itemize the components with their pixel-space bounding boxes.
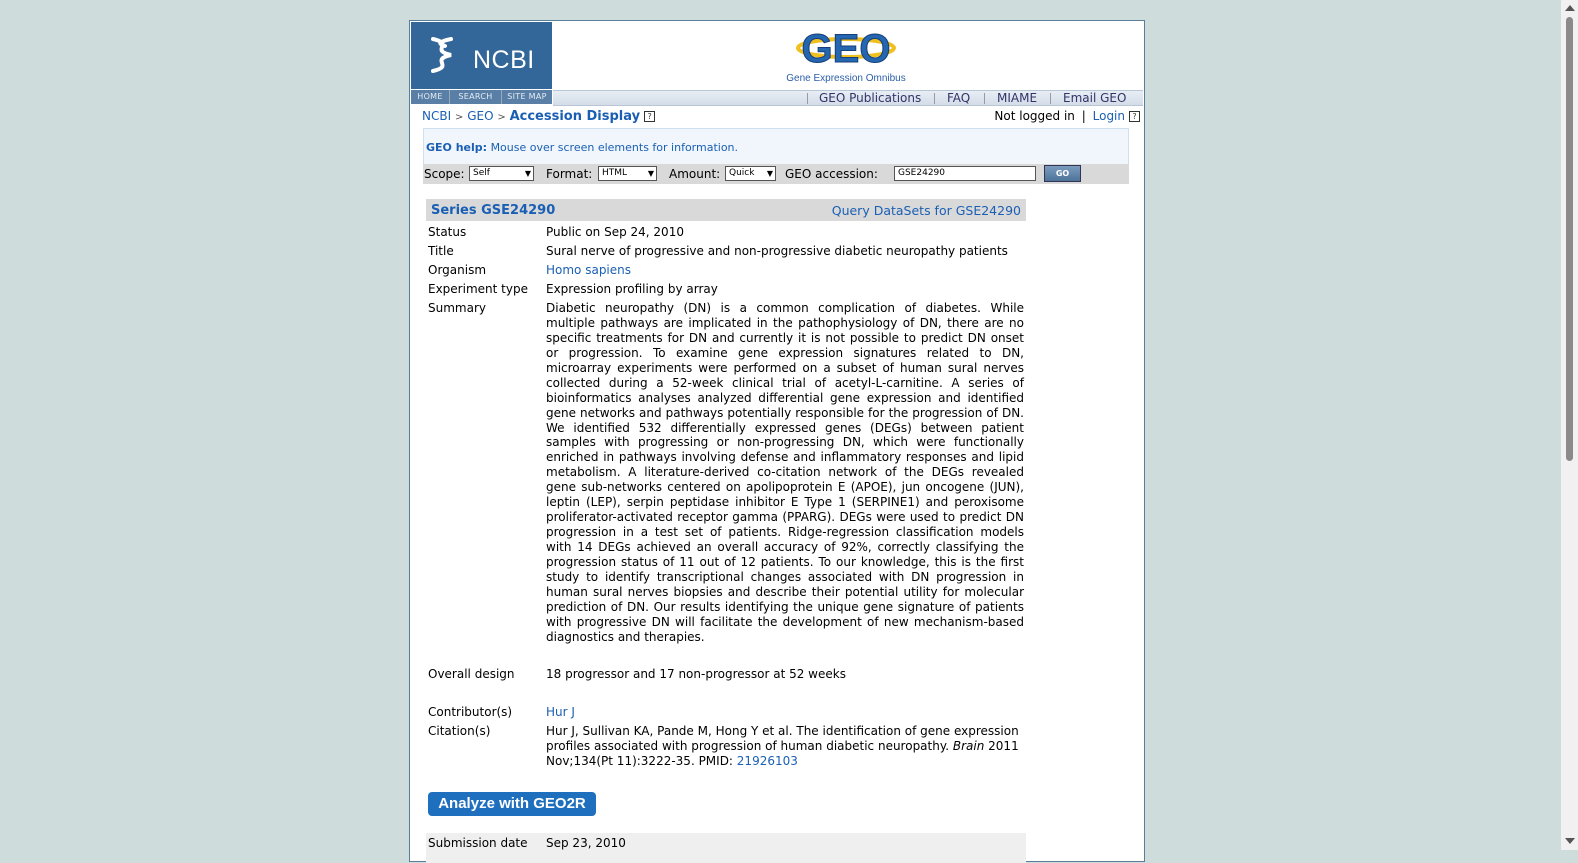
submission-date-value: Sep 23, 2010 [546,836,626,850]
nav-sitemap-link[interactable]: SITE MAP [507,92,547,101]
scrollbar-thumb[interactable] [1566,17,1573,461]
login-link[interactable]: Login [1092,109,1125,123]
experiment-type-value: Expression profiling by array [546,282,718,296]
geo-logo[interactable] [780,26,912,86]
contributor-link[interactable]: Hur J [546,705,575,719]
summary-key: Summary [428,301,486,315]
chevron-down-icon: ▼ [766,169,773,178]
pmid-link[interactable]: 21926103 [736,754,798,768]
overall-design-value: 18 progressor and 17 non-progressor at 52 weeks [546,667,846,681]
contributors-key: Contributor(s) [428,705,513,719]
geo-help-box [423,128,1129,165]
chevron-down-icon: ▼ [647,169,654,178]
summary-value: Diabetic neuropathy (DN) is a common complication of diabetes. While multiple pathways are implicated in the pathophysiology of DN, there are no specific treatments for DN and currently it is not possible to predict DN onset or progression. To examine gene expression signatures related to DN, microarray experiments were performed on a subset of human sural nerves collected during a 52-week clinical trial of acetyl-L-carnitine. A series of bioinformatics analyses analyzed differential gene expression and identified gene networks and pathways potentially responsible for the progression of DN. We identified 532 differentially expressed genes (DEGs) between patient samples with progressing or non-progressing DN, which were functionally enriched in pathways involving defense and inflammatory responses and lipid metabolism. A literature-derived co-citation network of the DEGs revealed gene sub-networks centered on apolipoprotein E (APOE), jun oncogene (JUN), leptin (LEP), serpin peptidase inhibitor E Type 1 (SERPINE1) and peroxisome proliferator-activated receptor gamma (PPARG). DEGs were used to predict DN progression in a test set of patients. Ridge-regression classification models with 14 DEGs achieved an overall accuracy of 92%, correctly classifying the progression status of 11 out of 12 patients. To our knowledge, this is the first study to identify transcriptional changes associated with DN progression in human sural nerves biopsies and describe their potential utility for molecular prediction of DN. Our results identifying the unique gene signature of patients with progressive DN will facilitate the development of new mechanism-based diagnostics and therapies. [546,301,1024,644]
accession-input[interactable]: GSE24290 [894,166,1036,181]
login-help-question-icon[interactable]: ? [1129,111,1140,122]
nav-separator [1050,93,1051,104]
nav-miame-link[interactable]: MIAME [997,91,1038,105]
vertical-scrollbar[interactable] [1561,0,1578,850]
scroll-up-arrow-icon[interactable] [1565,5,1575,11]
accession-label: GEO accession: [785,167,878,181]
breadcrumb-ncbi-link[interactable]: NCBI [422,109,452,123]
ncbi-logo[interactable] [411,22,552,89]
geo-nav [553,90,1143,106]
geo-help-text: Mouse over screen elements for information. [490,141,739,154]
series-title: Series GSE24290 [431,203,556,218]
breadcrumb [422,109,655,124]
geo-logo-graphic [780,26,912,74]
amount-label: Amount: [669,167,721,181]
dna-helix-icon [425,36,459,74]
ncbi-nav [411,90,552,104]
nav-separator [807,93,808,104]
login-status: Not logged in [994,109,1075,123]
ncbi-logo-text: NCBI [473,46,535,74]
nav-separator [984,93,985,104]
submission-date-key: Submission date [428,836,528,850]
status-value: Public on Sep 24, 2010 [546,225,684,239]
citation-value [546,724,1026,769]
status-key: Status [428,225,467,239]
analyze-geo2r-button[interactable]: Analyze with GEO2R [428,792,596,816]
scope-value: Self [473,168,490,178]
series-header [426,199,1026,221]
citation-text-after: 2011 Nov;134(Pt 11):3222-35. PMID: [546,739,1019,768]
page-container [409,20,1145,862]
overall-design-key: Overall design [428,667,515,681]
organism-key: Organism [428,263,487,277]
query-datasets-link[interactable]: Query DataSets for GSE24290 [831,203,1021,218]
nav-home-link[interactable]: HOME [411,90,450,104]
title-key: Title [428,244,454,258]
format-select[interactable] [598,166,657,181]
submission-date-row [426,833,1026,863]
scope-label: Scope: [424,167,465,181]
citation-key: Citation(s) [428,724,491,738]
breadcrumb-separator: > [454,112,464,123]
geo-logo-subtitle: Gene Expression Omnibus [786,73,906,84]
experiment-type-key: Experiment type [428,282,528,296]
nav-search-link[interactable]: SEARCH [450,90,502,104]
scroll-down-arrow-icon[interactable] [1565,838,1575,844]
nav-geo-publications-link[interactable]: GEO Publications [819,91,922,105]
amount-select[interactable] [725,166,776,181]
nav-faq-link[interactable]: FAQ [947,91,971,105]
login-separator: | [1081,109,1086,123]
filter-bar [423,164,1129,184]
organism-link[interactable]: Homo sapiens [546,263,632,277]
breadcrumb-geo-link[interactable]: GEO [467,109,494,123]
nav-email-geo-link[interactable]: Email GEO [1063,91,1127,105]
breadcrumb-current: Accession Display [509,109,641,124]
geo-logo-text: GEO [801,27,891,71]
nav-separator [934,93,935,104]
login-area [994,109,1140,123]
help-question-icon[interactable]: ? [644,111,655,122]
citation-text: Hur J, Sullivan KA, Pande M, Hong Y et al. The identification of gene expression profiles associated with progression of human diabetic neuropathy. [546,724,1019,753]
scope-select[interactable] [469,166,534,181]
go-button[interactable]: GO [1044,165,1081,182]
breadcrumb-separator: > [497,112,506,123]
format-value: HTML [602,168,628,178]
amount-value: Quick [729,168,755,178]
title-value: Sural nerve of progressive and non-progressive diabetic neuropathy patients [546,244,1008,258]
geo-help-label: GEO help: [426,141,488,154]
citation-journal: Brain [952,739,985,753]
chevron-down-icon: ▼ [524,169,531,178]
format-label: Format: [546,167,593,181]
